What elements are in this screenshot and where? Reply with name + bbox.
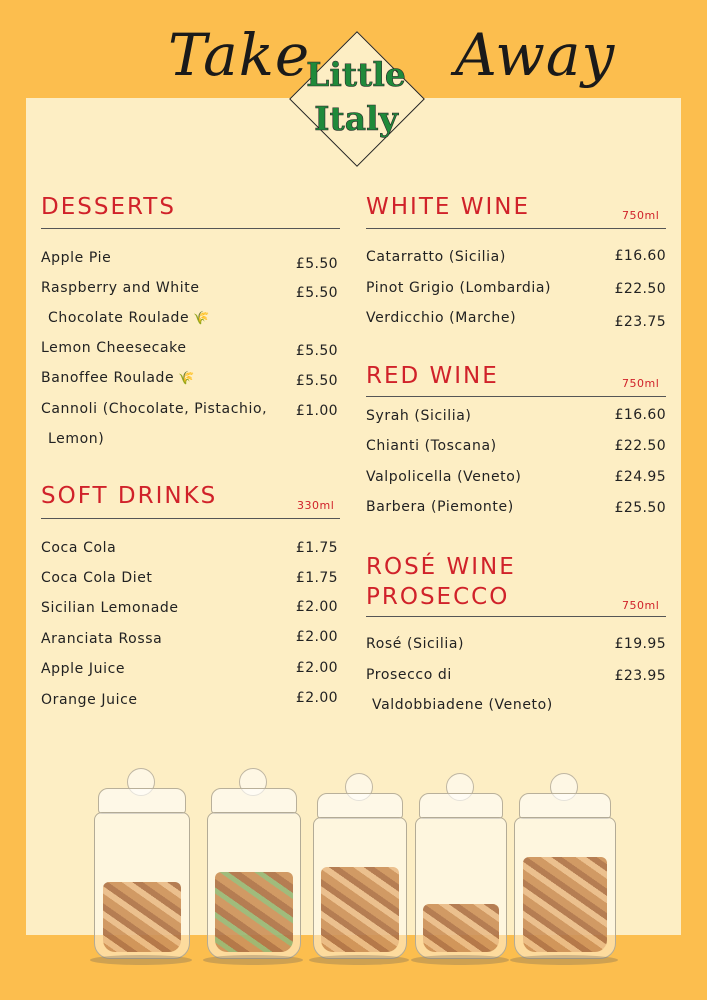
wheat-icon: 🌾	[178, 371, 196, 386]
red-wine-rule	[366, 396, 666, 397]
soft-drinks-volume: 330ml	[297, 499, 335, 512]
wine-item-name: Verdicchio (Marche)	[366, 310, 517, 326]
wine-item-name: Rosé (Sicilia)	[366, 636, 465, 652]
drink-item-price: £2.00	[295, 660, 338, 676]
red-wine-volume: 750ml	[622, 377, 660, 390]
jar	[90, 760, 192, 965]
dessert-item-name-cont	[48, 310, 210, 326]
dessert-item-name-wrap	[41, 370, 195, 386]
white-wine-volume: 750ml	[622, 209, 660, 222]
header-away: Away	[455, 21, 616, 89]
little-italy-logo	[276, 18, 436, 178]
dessert-item-price: £5.50	[295, 256, 338, 272]
wine-item-name: Valpolicella (Veneto)	[366, 469, 522, 485]
dessert-item-price: £1.00	[295, 403, 338, 419]
prosecco-title: PROSECCO	[366, 584, 510, 610]
drink-item-name: Sicilian Lemonade	[41, 600, 179, 616]
white-wine-rule	[366, 228, 666, 229]
drink-item-price: £2.00	[295, 690, 338, 706]
dessert-item-name: Raspberry and White	[41, 280, 200, 296]
logo-line2: Italy	[314, 99, 398, 138]
jar	[203, 760, 303, 965]
dessert-item-price: £5.50	[295, 373, 338, 389]
dessert-item-price: £5.50	[295, 285, 338, 301]
wine-item-price: £16.60	[614, 248, 666, 264]
wine-item-price: £16.60	[614, 407, 666, 423]
drink-item-price: £1.75	[295, 540, 338, 556]
header-take: Take	[168, 21, 311, 89]
dessert-item-name-line2: Chocolate Roulade	[48, 310, 190, 326]
drink-item-price: £2.00	[295, 629, 338, 645]
dessert-item-name: Lemon Cheesecake	[41, 340, 187, 356]
drink-item-name: Apple Juice	[41, 661, 126, 677]
wine-item-price: £24.95	[614, 469, 666, 485]
drink-item-name: Coca Cola Diet	[41, 570, 153, 586]
drink-item-price: £2.00	[295, 599, 338, 615]
jar	[309, 765, 409, 965]
drink-item-name: Aranciata Rossa	[41, 631, 163, 647]
wheat-icon: 🌾	[193, 311, 211, 326]
wine-item-price: £23.75	[614, 314, 666, 330]
cannoli-jars-photo	[85, 760, 625, 970]
wine-item-price: £25.50	[614, 500, 666, 516]
desserts-rule	[41, 228, 340, 229]
wine-item-price: £22.50	[614, 281, 666, 297]
dessert-item-name-line2: Lemon)	[48, 431, 105, 447]
wine-item-name: Prosecco di	[366, 667, 452, 683]
red-wine-title: RED WINE	[366, 363, 499, 389]
wine-item-price: £19.95	[614, 636, 666, 652]
soft-drinks-rule	[41, 518, 340, 519]
wine-item-price: £23.95	[614, 668, 666, 684]
wine-item-name: Syrah (Sicilia)	[366, 408, 472, 424]
wine-item-price: £22.50	[614, 438, 666, 454]
logo-line1: Little	[306, 55, 406, 94]
dessert-item-name: Cannoli (Chocolate, Pistachio,	[41, 401, 268, 417]
wine-item-name: Pinot Grigio (Lombardia)	[366, 280, 552, 296]
wine-item-name: Barbera (Piemonte)	[366, 499, 514, 515]
desserts-title: DESSERTS	[41, 194, 176, 220]
dessert-item-name: Banoffee Roulade	[41, 370, 175, 386]
wine-item-name: Chianti (Toscana)	[366, 438, 497, 454]
soft-drinks-title: SOFT DRINKS	[41, 483, 218, 509]
drink-item-price: £1.75	[295, 570, 338, 586]
drink-item-name: Coca Cola	[41, 540, 117, 556]
jar	[411, 765, 509, 965]
jar	[510, 765, 618, 965]
rose-wine-title: ROSÉ WINE	[366, 554, 516, 580]
rose-prosecco-rule	[366, 616, 666, 617]
wine-item-name: Catarratto (Sicilia)	[366, 249, 506, 265]
dessert-item-price: £5.50	[295, 343, 338, 359]
drink-item-name: Orange Juice	[41, 692, 138, 708]
rose-prosecco-volume: 750ml	[622, 599, 660, 612]
white-wine-title: WHITE WINE	[366, 194, 530, 220]
dessert-item-name: Apple Pie	[41, 250, 112, 266]
wine-item-name-line2: Valdobbiadene (Veneto)	[372, 697, 553, 713]
